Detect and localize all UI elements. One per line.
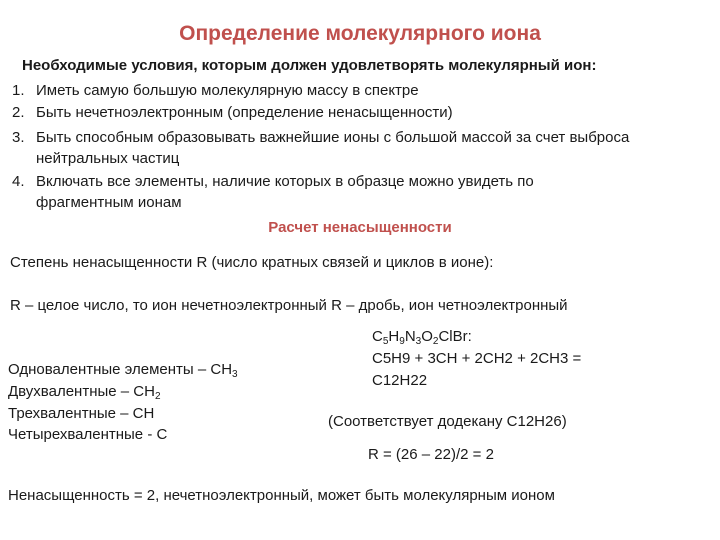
r-calculation: R = (26 – 22)/2 = 2 xyxy=(368,446,494,463)
formula-h: H xyxy=(388,328,400,345)
list-item-number: 2. xyxy=(12,104,25,121)
formula-c: C xyxy=(372,328,383,345)
valence-di-sub: 2 xyxy=(154,391,161,402)
list-item-number: 4. xyxy=(12,173,25,190)
list-item-number: 1. xyxy=(12,82,25,99)
formula-line-2: C5H9 + 3CH + 2CH2 + 2CH3 = xyxy=(372,350,582,367)
formula-n: N xyxy=(404,328,416,345)
valence-di-text: Двухвалентные – CH xyxy=(8,383,155,400)
list-item xyxy=(12,127,629,169)
formula-o-sub: 2 xyxy=(432,336,439,347)
list-item-text: Быть нечетноэлектронным (определение ненасыщенности) xyxy=(36,104,453,121)
dodecane-note: (Соответствует додекану C12H26) xyxy=(328,413,567,430)
valence-mono-sub: 3 xyxy=(232,369,238,380)
page-title: Определение молекулярного иона xyxy=(179,22,541,45)
valence-di xyxy=(8,383,161,400)
formula-n-sub: 3 xyxy=(415,336,422,347)
valence-tetra: Четырехвалентные - C xyxy=(8,426,168,443)
list-item-text: Быть способным образовывать важнейшие ионы с большой массой за счет выброса xyxy=(36,129,630,146)
formula-o: O xyxy=(421,328,433,345)
list-item xyxy=(12,82,419,99)
valence-tri: Трехвалентные – CH xyxy=(8,405,155,422)
conclusion: Ненасыщенность = 2, нечетноэлектронный, может быть молекулярным ионом xyxy=(8,487,555,504)
formula-tail: ClBr: xyxy=(438,328,472,345)
formula-c-sub: 5 xyxy=(382,336,389,347)
r-rule: R – целое число, то ион нечетноэлектронный R – дробь, ион четноэлектронный xyxy=(10,297,568,314)
formula-line-3: C12H22 xyxy=(372,372,428,389)
list-item-continuation: нейтральных частиц xyxy=(36,150,180,167)
formula-line-1 xyxy=(372,328,472,345)
list-item xyxy=(12,104,453,121)
list-item-continuation: фрагментным ионам xyxy=(36,194,182,211)
list-item-text: Иметь самую большую молекулярную массу в спектре xyxy=(36,82,419,99)
conditions-heading: Необходимые условия, которым должен удовлетворять молекулярный ион: xyxy=(22,57,597,74)
valence-mono-text: Одновалентные элементы – CH xyxy=(8,361,233,378)
list-item-number: 3. xyxy=(12,129,25,146)
list-item-text: Включать все элементы, наличие которых в образце можно увидеть по xyxy=(36,173,534,190)
formula-h-sub: 9 xyxy=(399,336,405,347)
valence-mono xyxy=(8,361,238,378)
list-item xyxy=(12,171,534,213)
degree-text: Степень ненасыщенности R (число кратных связей и циклов в ионе): xyxy=(10,254,494,271)
section-title: Расчет ненасыщенности xyxy=(268,219,452,236)
